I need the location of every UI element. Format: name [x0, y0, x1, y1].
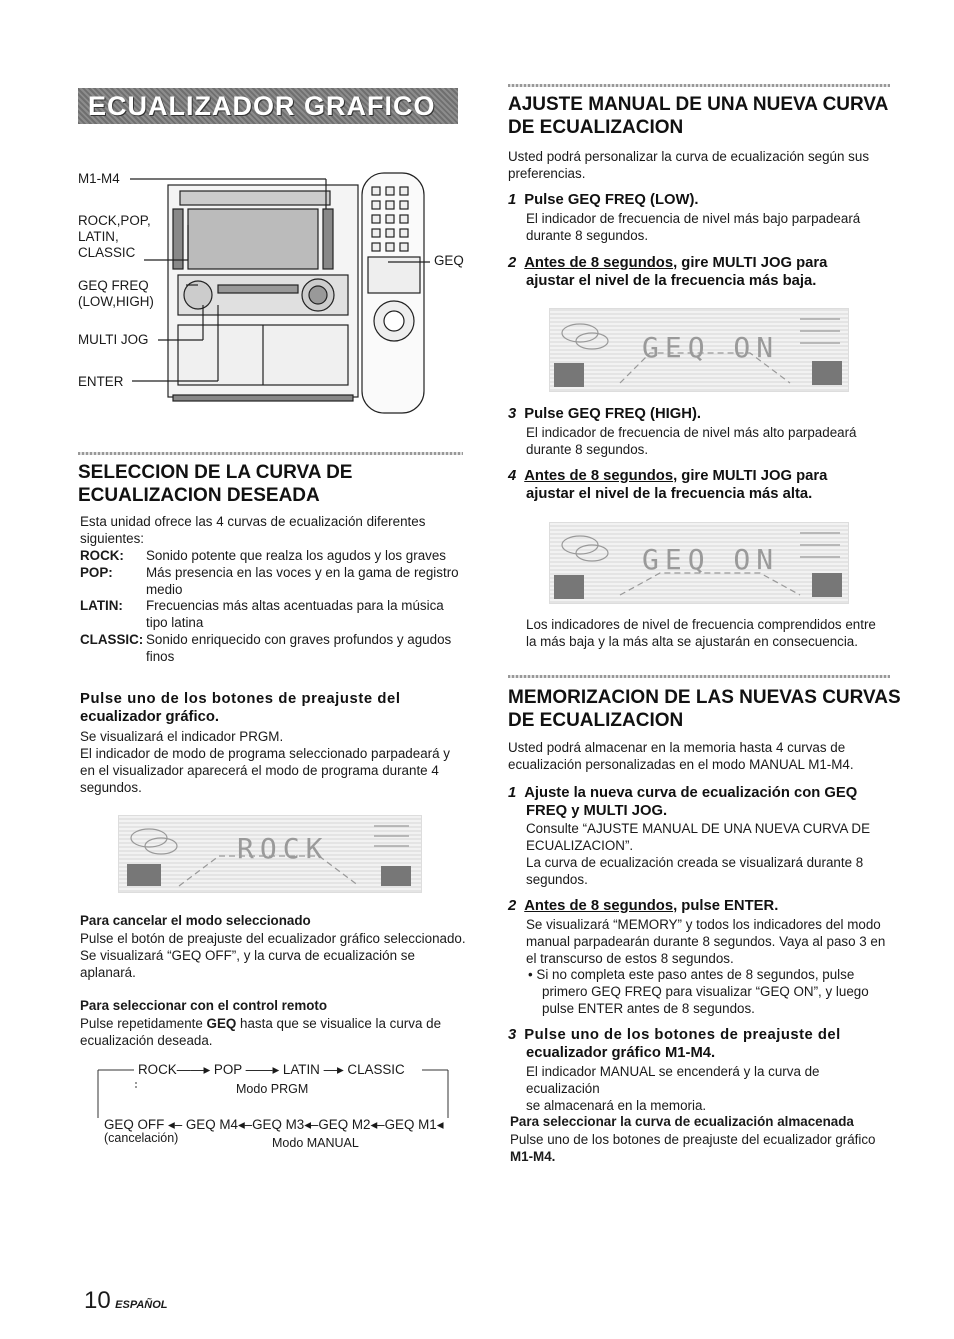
step-number: 1 [508, 785, 517, 801]
step-underlined: Antes de 8 segundos [524, 255, 674, 271]
step-title: Ajuste la nueva curva de ecualización con GEQ [524, 785, 858, 801]
cancel-title: Para cancelar el modo seleccionado [80, 913, 311, 928]
def-classic [80, 632, 470, 666]
text-span: hasta que se visualice la curva de [236, 1016, 442, 1031]
label-m1m4: M1-M4 [78, 171, 120, 186]
step-title-line: FREQ y MULTI JOG. [526, 803, 668, 819]
mem-step2-body [526, 917, 896, 968]
display-text: GEQ ON [642, 543, 780, 576]
text-line: El indicador de frecuencia de nivel más alto parpadeará [526, 425, 857, 440]
heading-seleccion [78, 461, 352, 507]
text-line: se almacenará en la memoria. [526, 1097, 707, 1113]
heading-line: ECUALIZACION DESEADA [78, 485, 320, 506]
step-title-line: ajustar el nivel de la frecuencia más alta. [526, 486, 813, 502]
mem-step1-body [526, 821, 896, 889]
text-line: segundos. [526, 871, 588, 887]
def-key: LATIN: [80, 598, 123, 614]
label-enter: ENTER [78, 374, 124, 389]
mem-intro [508, 740, 893, 774]
def-value: Más presencia en las voces y en la gama de registro [146, 564, 459, 580]
text-line: primero GEQ FREQ para visualizar “GEQ ON”, y luego [542, 983, 869, 999]
label-preset-line: ROCK,POP, [78, 213, 151, 228]
ajuste-step1 [508, 191, 699, 209]
divider [508, 675, 890, 678]
text-line: el transcurso de estos 8 segundos. [526, 950, 734, 966]
remote-title: Para seleccionar con el control remoto [80, 998, 328, 1013]
label-multijog: MULTI JOG [78, 332, 149, 347]
def-key: POP: [80, 564, 113, 580]
heading-line: SELECCION DE LA CURVA DE [78, 462, 353, 483]
text-line: la más baja y la más alta se ajustarán en consecuencia. [526, 633, 858, 649]
flow-prgm-label: Modo PRGM [236, 1082, 309, 1096]
flow-manual-cycle: GEQ OFF ◂– GEQ M4◂–GEQ M3◂–GEQ M2◂–GEQ M1◂ [104, 1117, 444, 1132]
page-number: 10 [84, 1287, 111, 1314]
text-line: siguientes: [80, 530, 145, 546]
sel-intro [80, 514, 465, 548]
def-value: tipo latina [146, 615, 204, 631]
heading-line: MEMORIZACION DE LAS NUEVAS CURVAS [508, 687, 901, 708]
def-rock [80, 548, 470, 565]
text-span: Pulse repetidamente [80, 1016, 207, 1031]
remote-body [80, 1016, 470, 1050]
lcd-display-rock [118, 815, 422, 893]
step-underlined: Antes de 8 segundos [524, 898, 674, 914]
step-title-line: ecualizador gráfico M1-M4. [526, 1045, 716, 1061]
def-key: ROCK: [80, 548, 124, 563]
text-line: en el visualizador aparecerá el modo de programa durante 4 [80, 762, 439, 778]
heading-memorizacion [508, 686, 901, 732]
step-title: Pulse GEQ FREQ (HIGH). [524, 406, 701, 422]
text-line: Pulse el botón de preajuste del ecualizador gráfico seleccionado. [80, 931, 466, 946]
step-number: 2 [508, 255, 517, 271]
ajuste-step4 [508, 467, 893, 503]
def-value: finos [146, 648, 175, 664]
def-key: CLASSIC: [80, 631, 144, 647]
text-line: La curva de ecualización creada se visualizará durante 8 [526, 854, 864, 870]
ajuste-step2 [508, 254, 893, 290]
preset-definitions [80, 548, 470, 666]
mem-step3-body [526, 1064, 896, 1115]
text-line: durante 8 segundos. [526, 441, 649, 457]
text-line: Usted podrá personalizar la curva de ecualización según sus [508, 149, 870, 164]
ajuste-intro [508, 149, 893, 183]
store-body [510, 1132, 895, 1166]
def-value: Sonido potente que realza los agudos y los graves [146, 548, 447, 563]
label-geqfreq [78, 278, 154, 310]
ajuste-step3 [508, 405, 701, 423]
label-presets [78, 213, 151, 261]
heading-line: DE ECUALIZACION [508, 117, 684, 138]
step-title: , gire MULTI JOG para [673, 468, 828, 484]
label-preset-line: CLASSIC [78, 245, 136, 260]
text-line: Pulse uno de los botones de preajuste del ecualizador gráfico [510, 1132, 876, 1147]
display-text: ROCK [237, 832, 329, 865]
lcd-display-geq-high [549, 522, 849, 604]
heading-ajuste [508, 93, 888, 139]
text-line: aplanará. [80, 964, 136, 980]
ajuste-after [526, 617, 896, 651]
page-footer [84, 1287, 168, 1315]
sub-line: ecualizador gráfico. [80, 709, 219, 725]
sel-body [80, 729, 470, 797]
text-line: El indicador de modo de programa seleccionado parpadeará y [80, 745, 450, 761]
sub-line: Pulse uno de los botones de preajuste del [80, 691, 401, 707]
label-geq: GEQ [434, 253, 464, 268]
text-line: manual parpadearán durante 8 segundos. Vaya al paso 3 en [526, 933, 886, 949]
divider [78, 452, 463, 455]
flow-manual-label: Modo MANUAL [272, 1136, 359, 1150]
step-title: , gire MULTI JOG para [673, 255, 828, 271]
heading-line: DE ECUALIZACION [508, 710, 684, 731]
text-line: Esta unidad ofrece las 4 curvas de ecualización diferentes [80, 514, 426, 529]
text-line: ECUALIZACION”. [526, 837, 634, 853]
def-value: Sonido enriquecido con graves profundos y agudos [146, 631, 452, 647]
text-line: Los indicadores de nivel de frecuencia comprendidos entre [526, 617, 876, 632]
label-geqfreq-line: (LOW,HIGH) [78, 294, 154, 309]
divider [508, 84, 890, 87]
text-line: Consulte “AJUSTE MANUAL DE UNA NUEVA CURVA DE [526, 821, 871, 836]
ajuste-step1-body [526, 211, 896, 245]
sel-subheading [80, 690, 470, 726]
step-number: 3 [508, 406, 517, 422]
text-line: M1-M4. [510, 1148, 556, 1164]
def-value: medio [146, 581, 183, 597]
text-line: El indicador MANUAL se encenderá y la curva de ecualización [526, 1064, 820, 1096]
def-latin [80, 598, 470, 632]
def-value: Frecuencias más altas acentuadas para la música [146, 598, 444, 614]
display-text: GEQ ON [642, 331, 780, 364]
text-line: • Si no completa este paso antes de 8 segundos, pulse [528, 967, 855, 982]
store-title: Para seleccionar la curva de ecualización almacenada [510, 1114, 854, 1129]
text-line: pulse ENTER antes de 8 segundos. [542, 1000, 755, 1016]
step-title: Pulse uno de los botones de preajuste del [524, 1027, 841, 1043]
flow-prgm-cycle: ROCK——▸ POP ——▸ LATIN —▸ CLASSIC [138, 1062, 405, 1077]
step-number: 1 [508, 192, 517, 208]
step-number: 2 [508, 898, 517, 914]
text-bold: GEQ [206, 1016, 237, 1031]
ajuste-step3-body [526, 425, 896, 459]
label-preset-line: LATIN, [78, 229, 119, 244]
mem-bullet [528, 967, 898, 1018]
text-line: preferencias. [508, 165, 586, 181]
mem-step2 [508, 897, 778, 915]
text-line: El indicador de frecuencia de nivel más bajo parpadeará [526, 211, 861, 226]
text-line: Se visualizará “GEQ OFF”, y la curva de ecualización se [80, 947, 415, 963]
heading-line: AJUSTE MANUAL DE UNA NUEVA CURVA [508, 94, 889, 115]
step-title-line: ajustar el nivel de la frecuencia más baja. [526, 273, 817, 289]
text-line: segundos. [80, 779, 142, 795]
step-underlined: Antes de 8 segundos [524, 468, 674, 484]
step-title: Pulse GEQ FREQ (LOW). [524, 192, 699, 208]
text-line: ecualización deseada. [80, 1032, 213, 1048]
text-line: Usted podrá almacenar en la memoria hasta 4 curvas de [508, 740, 846, 755]
section-banner: ECUALIZADOR GRAFICO [78, 88, 458, 124]
text-line: Se visualizará el indicador PRGM. [80, 729, 284, 744]
step-number: 4 [508, 468, 517, 484]
text-line: Se visualizará “MEMORY” y todos los indicadores del modo [526, 917, 881, 932]
cancel-body [80, 931, 470, 982]
def-pop [80, 565, 470, 599]
text-line: durante 8 segundos. [526, 227, 649, 243]
mem-step1 [508, 784, 893, 820]
step-title: , pulse ENTER. [673, 898, 779, 914]
step-number: 3 [508, 1027, 517, 1043]
text-line: ecualización personalizadas en el modo MANUAL M1-M4. [508, 756, 854, 772]
label-geqfreq-line: GEQ FREQ [78, 278, 149, 293]
lcd-display-geq-low [549, 308, 849, 392]
flow-cancel-label: (cancelación) [104, 1131, 179, 1145]
mem-step3 [508, 1026, 893, 1062]
page-language: ESPAÑOL [115, 1299, 168, 1311]
